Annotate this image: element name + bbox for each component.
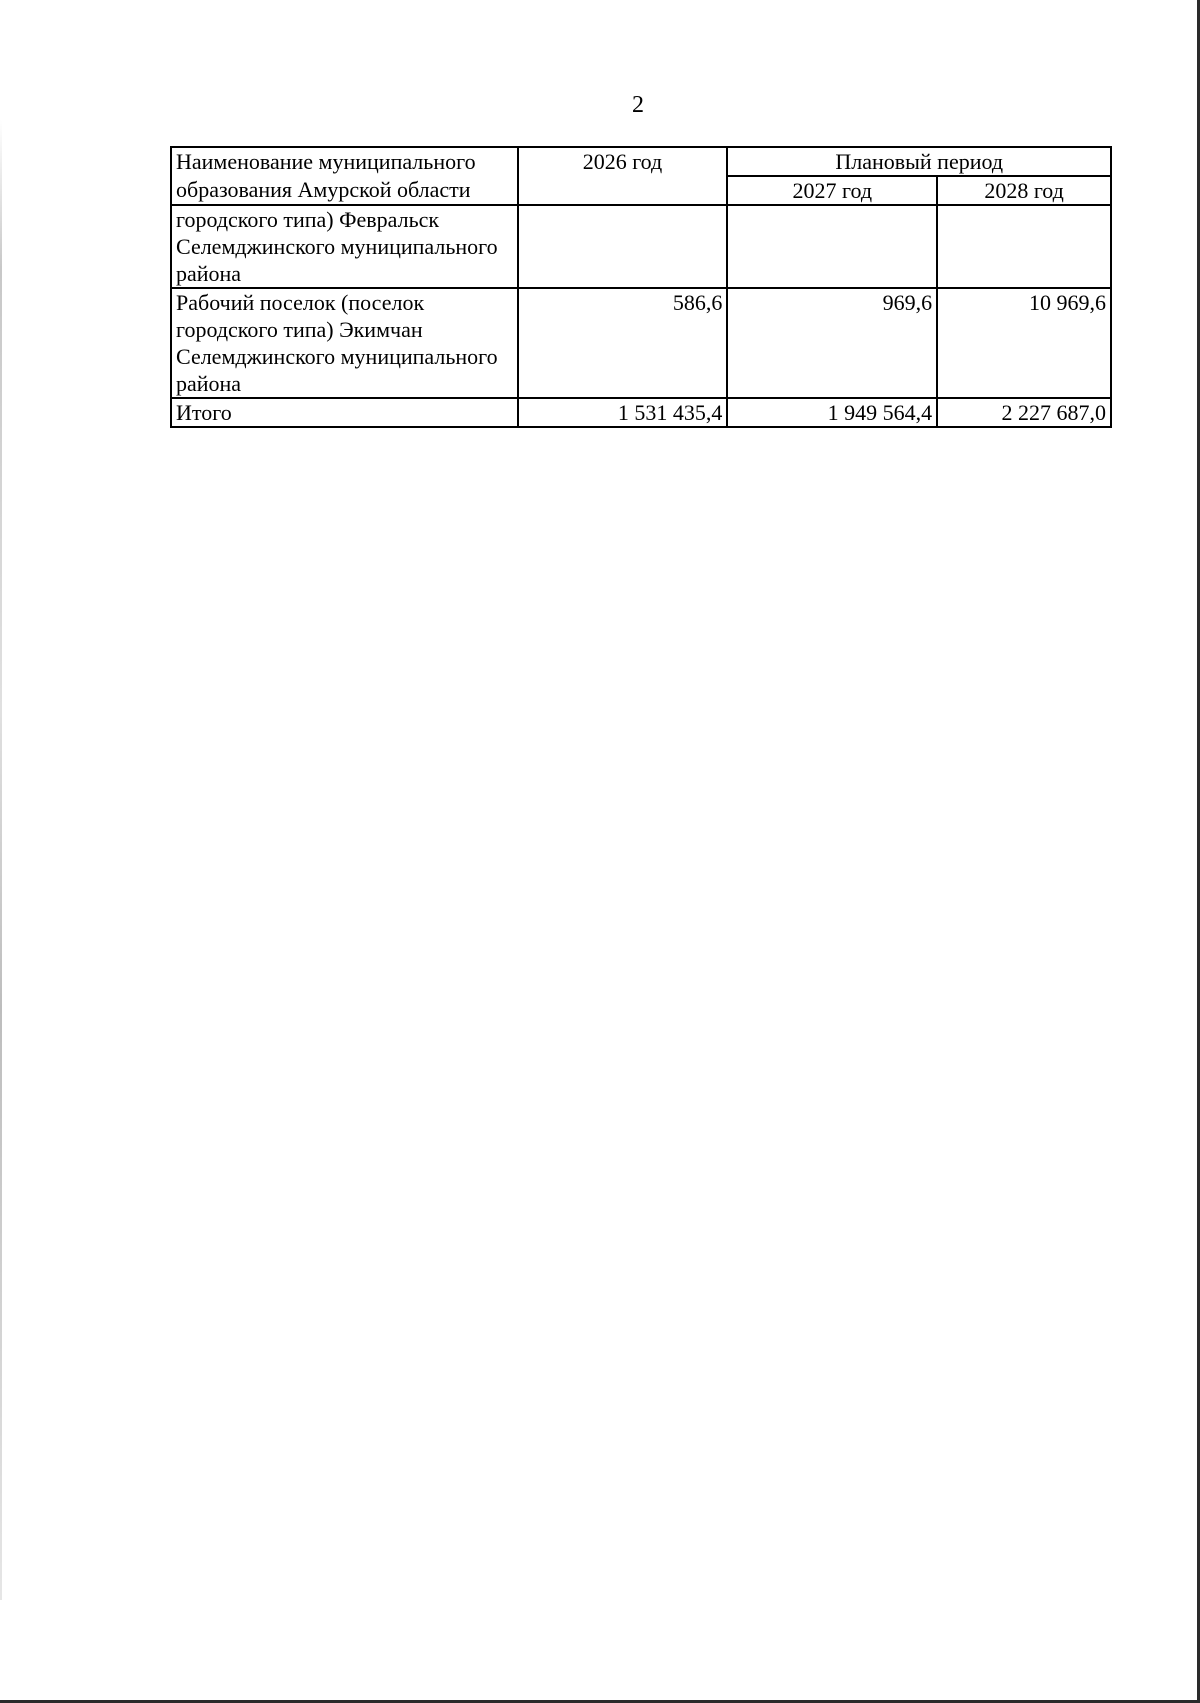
header-2026: 2026 год (518, 147, 728, 205)
row-value-2026 (518, 205, 728, 288)
row-name: Рабочий поселок (поселок городского типа) Экимчан Селемджинского муниципального района (171, 288, 518, 398)
header-planned-period: Плановый период (727, 147, 1111, 176)
header-2027: 2027 год (727, 176, 937, 205)
row-value-2027 (727, 205, 937, 288)
table-total-row (171, 398, 1111, 427)
table-header-row (171, 147, 1111, 176)
total-value-2027: 1 949 564,4 (727, 398, 937, 427)
total-label: Итого (171, 398, 518, 427)
total-value-2028: 2 227 687,0 (937, 398, 1111, 427)
row-value-2028 (937, 205, 1111, 288)
scan-edge-left (0, 120, 2, 1600)
header-2028: 2028 год (937, 176, 1111, 205)
row-value-2028: 10 969,6 (937, 288, 1111, 398)
budget-table (170, 146, 1112, 428)
table-row (171, 205, 1111, 288)
table-row (171, 288, 1111, 398)
row-name: городского типа) Февральск Селемджинского муниципального района (171, 205, 518, 288)
row-value-2027: 969,6 (727, 288, 937, 398)
row-value-2026: 586,6 (518, 288, 728, 398)
page-number: 2 (632, 92, 644, 118)
header-name: Наименование муниципального образования Амурской области (171, 147, 518, 205)
total-value-2026: 1 531 435,4 (518, 398, 728, 427)
